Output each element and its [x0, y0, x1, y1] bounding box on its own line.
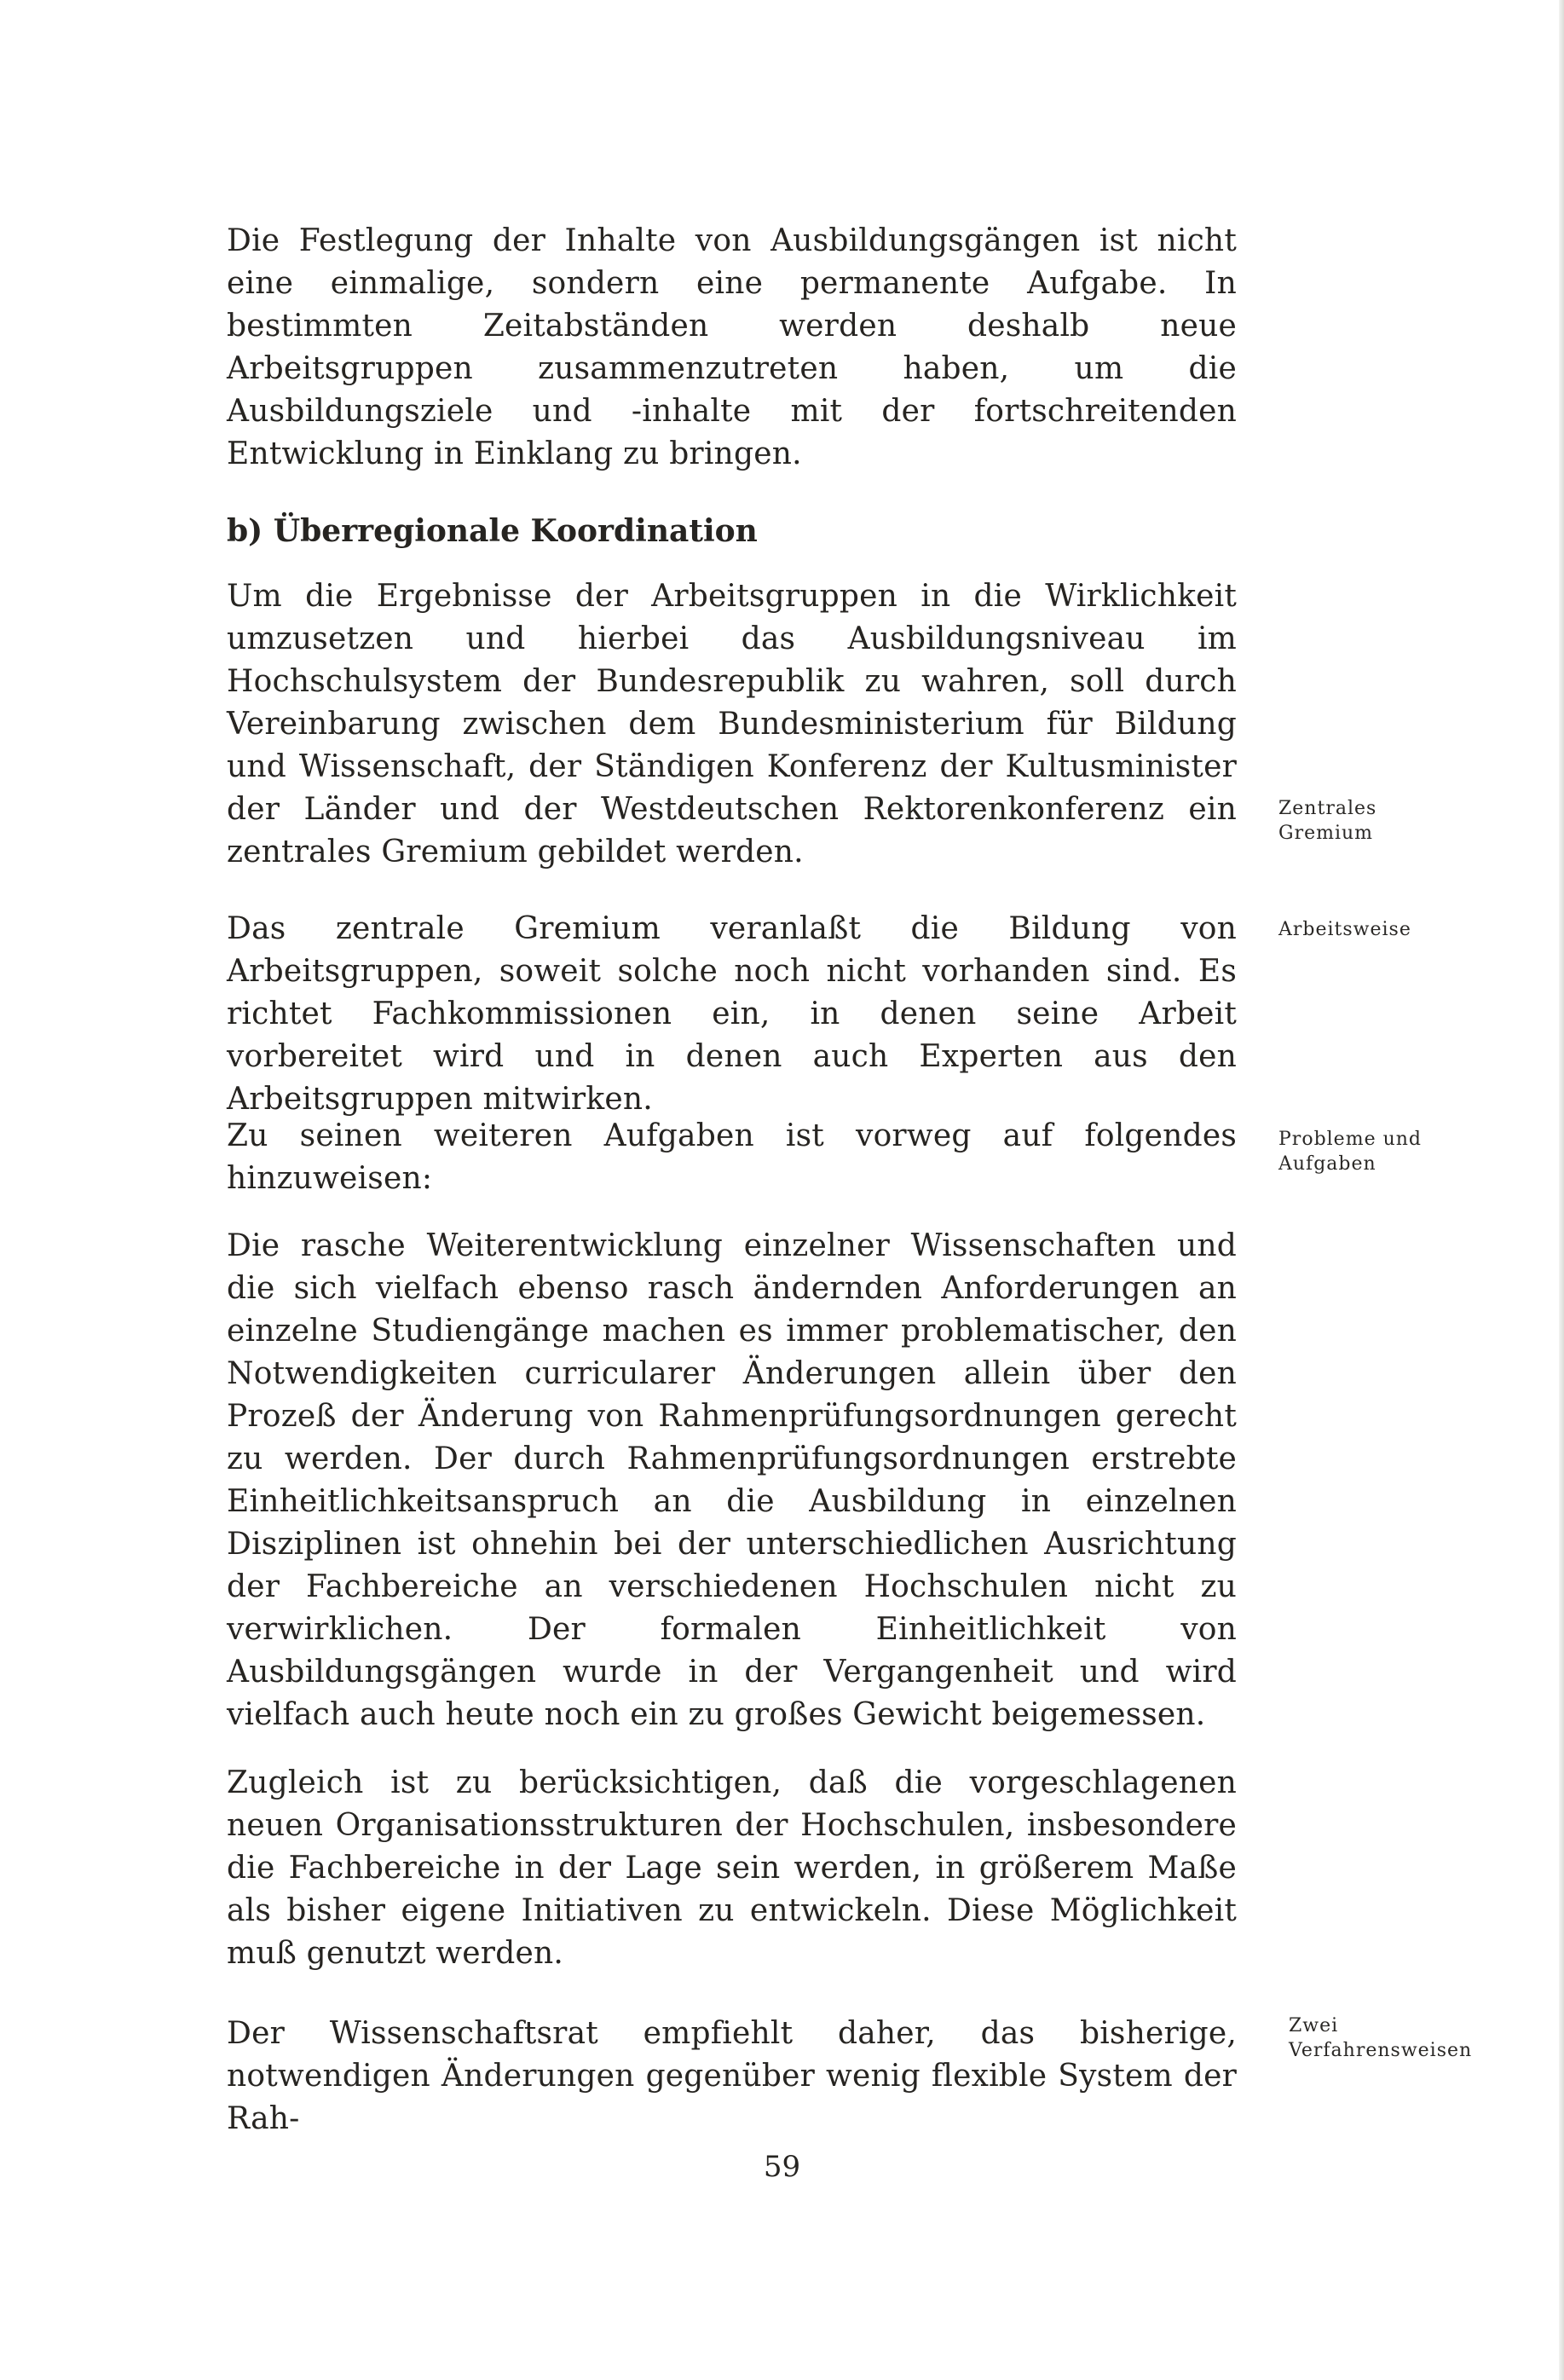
side-note-procedures: Zwei Verfahrensweisen: [1289, 2015, 1473, 2061]
paragraph: Zugleich ist zu berücksichtigen, daß die vorgeschlagenen neuen Organisationsstrukturen der Hochschulen, insbesondere die Fachbereiche in der Lage sein werden, in größerem Maße als bisher eigene Initiativen zu entwickeln. Diese Möglichkeit muß genutzt werden.: [227, 1765, 1237, 1971]
paragraph-further-tasks: [227, 1115, 1237, 1200]
paragraph: Um die Ergebnisse der Arbeitsgruppen in die Wirklichkeit umzusetzen und hierbei das Ausbildungsniveau im Hochschulsystem der Bundesrepublik zu wahren, soll durch Vereinbarung zwischen dem Bundesministerium für Bildung und Wissenschaft, der Ständigen Konferenz der Kultusminister der Länder und der Westdeutschen Rektorenkonferenz ein zentrales Gremium gebildet werden.: [227, 579, 1237, 869]
section-heading-container: [227, 510, 1237, 552]
paragraph: Die Festlegung der Inhalte von Ausbildungsgängen ist nicht eine einmalige, sondern eine permanente Aufgabe. In bestimmten Zeitabständen werden deshalb neue Arbeitsgruppen zusammenzutreten haben, um die Ausbildungsziele und -inhalte mit der fortschreitenden Entwicklung in Einklang zu bringen.: [227, 223, 1237, 471]
paragraph: Die rasche Weiterentwicklung einzelner Wissenschaften und die sich vielfach ebenso rasch ändernden Anforderungen an einzelne Studiengänge machen es immer problematischer, den Notwendigkeiten curricularer Änderungen allein über den Prozeß der Änderung von Rahmenprüfungsordnungen gerecht zu werden. Der durch Rahmenprüfungsordnungen erstrebte Einheitlichkeitsanspruch an die Ausbildung in einzelnen Disziplinen ist ohnehin bei der unterschiedlichen Ausrichtung der Fachbereiche an verschiedenen Hochschulen nicht zu verwirklichen. Der formalen Einheitlichkeit von Ausbildungsgängen wurde in der Vergangenheit und wird vielfach auch heute noch ein zu großes Gewicht beigemessen.: [227, 1228, 1237, 1732]
paragraph: Zu seinen weiteren Aufgaben ist vorweg auf folgendes hinzuweisen:: [227, 1118, 1237, 1196]
paragraph: Der Wissenschaftsrat empfiehlt daher, das bisherige, notwendigen Änderungen gegenüber wenig flexible System der Rah-: [227, 2016, 1237, 2136]
side-note-working-method: Arbeitsweise: [1278, 919, 1411, 940]
side-note-central-body: Zentrales Gremium: [1278, 798, 1377, 844]
paragraph: Das zentrale Gremium veranlaßt die Bildung von Arbeitsgruppen, soweit solche noch nicht vorhanden sind. Es richtet Fachkommissionen ein, in denen seine Arbeit vorbereitet wird und in denen auch Experten aus den Arbeitsgruppen mitwirken.: [227, 911, 1237, 1117]
paragraph-recommendation: [227, 2013, 1237, 2140]
paragraph-consideration: [227, 1762, 1237, 1975]
section-heading: b) Überregionale Koordination: [227, 513, 758, 549]
page-number: 59: [763, 2150, 801, 2184]
paragraph-problems: [227, 1225, 1237, 1736]
paragraph-working-method: [227, 908, 1237, 1121]
paragraph-content-review: [227, 220, 1237, 476]
side-note-problems: Probleme und Aufgaben: [1278, 1129, 1422, 1175]
page-edge: [1559, 0, 1564, 2380]
paragraph-central-body: [227, 575, 1237, 874]
